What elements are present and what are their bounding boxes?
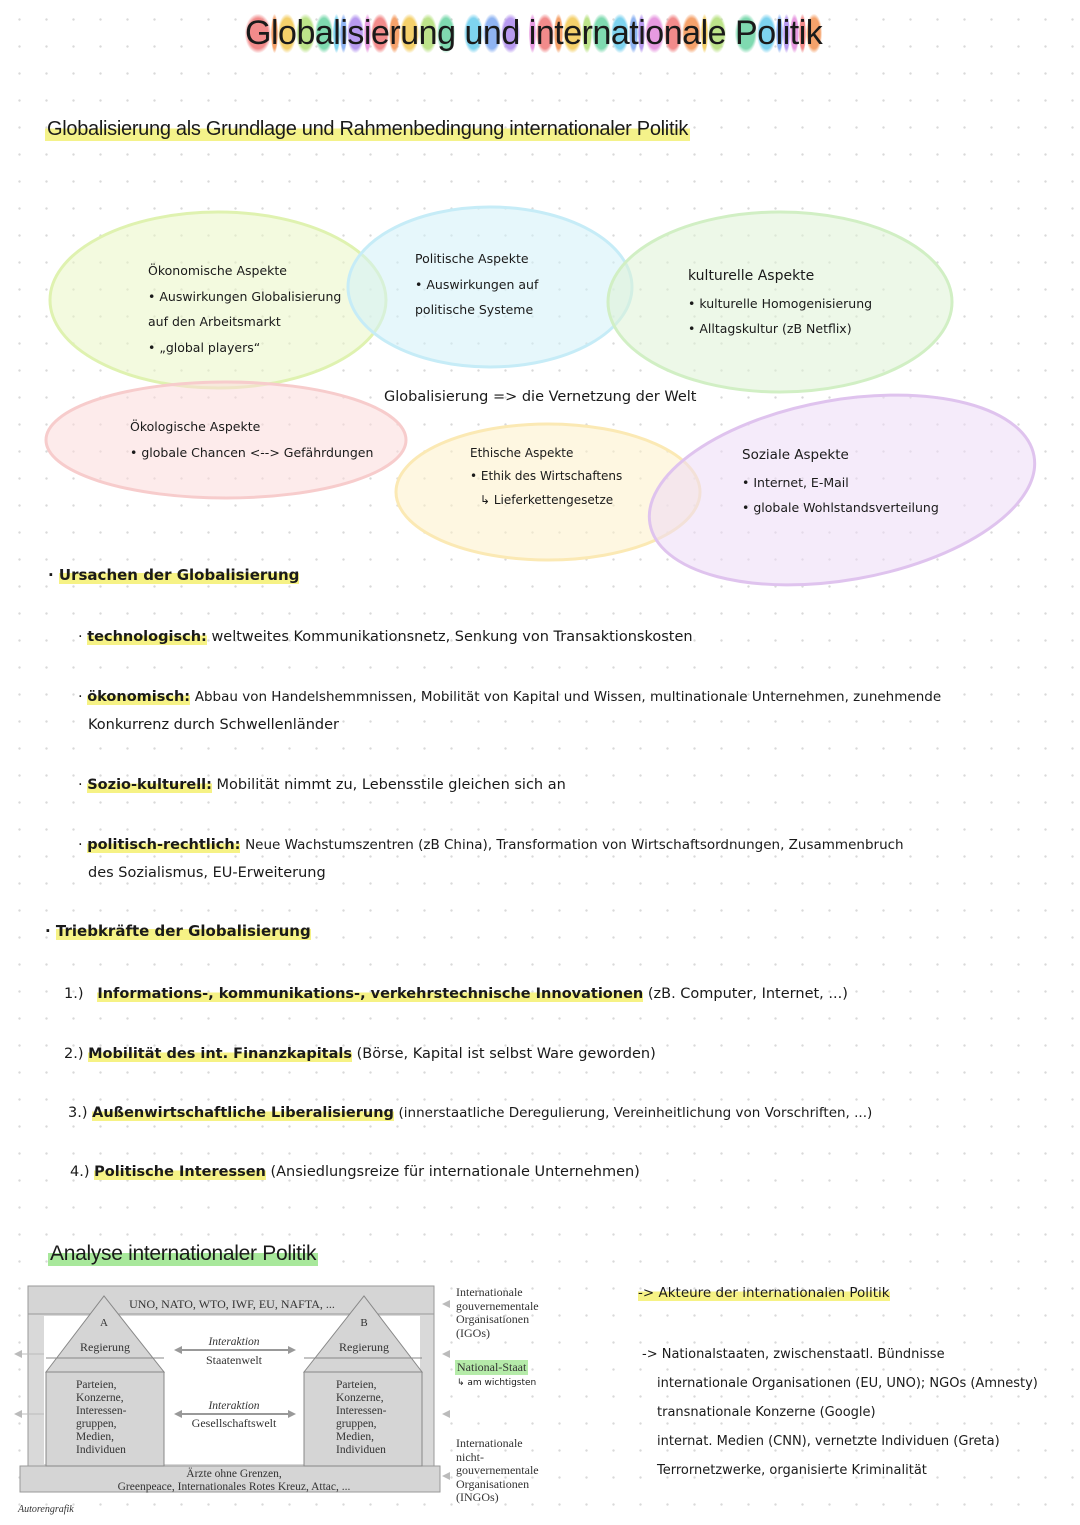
triebkraft-item — [64, 1040, 1074, 1068]
title-letter: l — [775, 14, 783, 52]
aspect-oekologisch — [130, 414, 373, 465]
aspect-oekonomisch — [148, 258, 341, 361]
title-letter: l — [270, 14, 279, 52]
ursache-text: Abbau von Handelshemmnissen, Mobilität von Kapital und Wissen, multinationale Unternehmen, zunehmende — [194, 689, 942, 705]
society-a-line: gruppen, — [76, 1418, 117, 1430]
triebkraft-text: (innerstaatliche Deregulierung, Vereinheitlichung von Vorschriften, ...) — [398, 1105, 873, 1121]
title-letter: o — [757, 14, 776, 52]
title-letter: r — [581, 14, 593, 52]
title-letter: n — [482, 14, 502, 52]
title-letter: o — [645, 14, 664, 52]
title-letter: d — [501, 14, 520, 52]
society-b-line: Parteien, — [336, 1379, 377, 1391]
ursache-text: Mobilität nimmt zu, Lebensstile gleichen sich an — [216, 777, 566, 793]
title-letter: n — [663, 14, 683, 52]
society-a-line: Individuen — [76, 1444, 126, 1456]
ursache-label: politisch-rechtlich: — [87, 837, 241, 853]
title-letter: u — [464, 14, 483, 52]
triebkraefte-heading-text: Triebkräfte der Globalisierung — [55, 922, 311, 940]
triebkraft-label: Politische Interessen — [94, 1164, 266, 1180]
title-letter — [726, 14, 735, 53]
aspect-line: • kulturelle Homogenisierung — [688, 295, 873, 311]
aspect-line: • globale Chancen <--> Gefährdungen — [130, 444, 374, 460]
triebkraefte-heading: · Triebkräfte der Globalisierung — [45, 922, 311, 940]
top-bar-label: UNO, NATO, WTO, IWF, EU, NAFTA, ... — [129, 1297, 335, 1311]
ursachen-heading-text: Ursachen der Globalisierung — [58, 566, 300, 584]
state-a-regierung: Regierung — [80, 1340, 130, 1354]
ursache-item: · ökonomisch: Abbau von Handelshemmnissen, Mobilität von Kapital und Wissen, multinationale Unternehmen, zunehmende Konkurrenz durch Schwellenländer — [78, 689, 942, 733]
title-letter: G — [245, 14, 271, 52]
title-letter: t — [789, 14, 799, 52]
akteur-item: internat. Medien (CNN), vernetzte Individuen (Greta) — [657, 1434, 1000, 1449]
society-a-line: Medien, — [76, 1431, 115, 1443]
akteure-list — [642, 1340, 1072, 1485]
title-letter: i — [528, 14, 536, 52]
title-letter — [455, 14, 464, 53]
staatenwelt-label: Staatenwelt — [206, 1353, 262, 1367]
ingos-line: Organisationen — [456, 1476, 530, 1491]
arrowhead — [442, 1410, 450, 1418]
igos-line: (IGOs) — [456, 1325, 490, 1340]
ursache-item: · Sozio-kulturell: Mobilität nimmt zu, Lebensstile gleichen sich an — [78, 777, 566, 793]
center-label: Globalisierung => die Vernetzung der Welt — [384, 389, 697, 405]
society-a-line: Interessen- — [76, 1405, 127, 1417]
title-letter: e — [563, 14, 582, 52]
aspect-line: • Internet, E-Mail — [742, 474, 849, 490]
state-b-regierung: Regierung — [339, 1340, 389, 1354]
ursache-text: Neue Wachstumszentren (zB China), Transformation von Wirtschaftsordnungen, Zusammenbruch — [245, 837, 904, 853]
title-letter: i — [782, 14, 790, 52]
triebkraft-item — [64, 980, 1074, 1008]
title-letter: n — [592, 14, 611, 52]
title-letter: u — [400, 14, 419, 52]
akteur-item: internationale Organisationen (EU, UNO); NGOs (Amnesty) — [657, 1376, 1038, 1391]
akteur-item: transnationale Konzerne (Google) — [657, 1405, 876, 1420]
gesellschaftswelt-label: Gesellschaftswelt — [191, 1416, 277, 1430]
title-letter — [520, 14, 529, 53]
ursachen-heading: · Ursachen der Globalisierung — [48, 566, 300, 584]
interaktion-label-top: Interaktion — [208, 1336, 260, 1348]
title-letter: P — [735, 14, 758, 52]
triebkraft-label: Informations-, kommunikations-, verkehrstechnische Innovationen — [97, 986, 644, 1002]
arrowhead — [442, 1300, 450, 1308]
title-letter: t — [629, 14, 639, 52]
igos-line: Internationale — [456, 1285, 523, 1299]
national-staat-label: National-Staat — [457, 1360, 527, 1374]
aspect-title: Ökologische Aspekte — [130, 419, 261, 434]
triebkraft-text: (Börse, Kapital ist selbst Ware geworden) — [356, 1046, 656, 1062]
society-a-line: Parteien, — [76, 1379, 117, 1391]
arrowhead — [442, 1350, 450, 1358]
ingos-label — [456, 1437, 539, 1505]
triebkraft-num: 4.) — [70, 1164, 90, 1180]
state-a-letter: A — [100, 1317, 108, 1329]
ursache-label: Sozio-kulturell: — [87, 777, 212, 793]
title-letter: i — [798, 14, 806, 52]
ursache-label: ökonomisch: — [87, 689, 191, 705]
title-letter: g — [437, 14, 456, 52]
title-letter: l — [700, 14, 708, 52]
title-letter: o — [278, 14, 297, 52]
aspect-title: kulturelle Aspekte — [688, 268, 815, 284]
title-letter: b — [296, 14, 315, 52]
aspect-line: auf den Arbeitsmarkt — [148, 314, 281, 330]
aspect-sozial — [742, 442, 939, 521]
triebkraft-label: Mobilität des int. Finanzkapitals — [88, 1046, 352, 1062]
aspect-politisch — [415, 246, 538, 323]
triebkraft-text: (Ansiedlungsreize für internationale Unternehmen) — [270, 1164, 640, 1180]
society-b-line: Konzerne, — [336, 1392, 384, 1404]
ursache-label: technologisch: — [87, 629, 207, 645]
society-a-line: Konzerne, — [76, 1392, 124, 1404]
national-staat-note: ↳ am wichtigsten — [457, 1378, 537, 1388]
triebkraft-num: 1.) — [64, 986, 84, 1002]
interaktion-label-bottom: Interaktion — [208, 1400, 260, 1412]
title-letter: i — [340, 14, 348, 52]
ingos-line: nicht- — [456, 1449, 484, 1464]
aspect-kulturell — [688, 262, 872, 342]
ingos-line: (INGOs) — [456, 1490, 499, 1504]
society-b-line: Medien, — [336, 1431, 375, 1443]
society-b-line: gruppen, — [336, 1418, 377, 1430]
arrowhead — [442, 1472, 450, 1480]
aspect-title: Soziale Aspekte — [742, 447, 849, 463]
aspect-line: ↳ Lieferkettengesetze — [480, 492, 614, 507]
akteure-heading-text: -> Akteure der internationalen Politik — [638, 1285, 890, 1301]
aspect-line: • Auswirkungen Globalisierung — [148, 288, 342, 304]
triebkraft-item — [70, 1158, 1080, 1186]
triebkraft-num: 3.) — [68, 1105, 88, 1121]
aspect-ethisch — [470, 442, 622, 512]
title-letter: e — [370, 14, 390, 52]
title-letter: t — [554, 14, 564, 52]
title-letter: s — [347, 14, 364, 52]
triebkraft-label: Außenwirtschaftliche Liberalisierung — [92, 1105, 394, 1121]
igos-line: Organisationen — [456, 1312, 530, 1326]
triebkraft-item — [68, 1099, 1078, 1127]
akteur-item: Terrornetzwerke, organisierte Kriminalität — [657, 1463, 927, 1478]
igos-label — [456, 1286, 539, 1340]
aspect-line: • Auswirkungen auf — [415, 276, 539, 292]
ingos-line: gouvernementale — [456, 1463, 539, 1477]
ursache-text-cont: Konkurrenz durch Schwellenländer — [88, 717, 339, 733]
title-letter: k — [805, 14, 823, 52]
aspect-line: • globale Wohlstandsverteilung — [742, 500, 939, 516]
ursache-item: · technologisch: weltweites Kommunikationsnetz, Senkung von Transaktionskosten — [78, 629, 693, 645]
aspect-line: politische Systeme — [415, 302, 534, 318]
title-letter: i — [638, 14, 646, 52]
title-letter: a — [314, 14, 334, 52]
society-b-line: Interessen- — [336, 1405, 387, 1417]
aspect-title: Ökonomische Aspekte — [148, 263, 287, 278]
aspect-line: • Ethik des Wirtschaftens — [470, 469, 623, 484]
aspect-line: • „global players“ — [148, 339, 261, 355]
title-letter: a — [682, 14, 701, 52]
ursache-item: · politisch-rechtlich: Neue Wachstumszentren (zB China), Transformation von Wirtschaftsordnungen, Zusammenbruch des Sozialismus, EU-Erweiterung — [78, 837, 904, 881]
bottom-bar-label-2: Greenpeace, Internationales Rotes Kreuz, Attac, ... — [117, 1481, 351, 1493]
title-letter: r — [389, 14, 401, 52]
title-letter: l — [333, 14, 341, 52]
title-letter: n — [535, 14, 555, 52]
akteure-heading — [638, 1281, 890, 1307]
aspect-title: Ethische Aspekte — [470, 446, 574, 460]
aspect-title: Politische Aspekte — [415, 251, 529, 266]
state-b-letter: B — [360, 1317, 368, 1329]
title-letter: i — [363, 14, 371, 52]
triebkraft-text: (zB. Computer, Internet, ...) — [647, 986, 848, 1002]
ursache-text: weltweites Kommunikationsnetz, Senkung von Transaktionskosten — [211, 629, 693, 645]
ingos-line: Internationale — [456, 1436, 523, 1450]
title-letter: a — [610, 14, 630, 52]
aspect-line: • Alltagskultur (zB Netflix) — [688, 321, 852, 337]
source-label: Autorengrafik — [18, 1504, 74, 1515]
title-letter: e — [707, 14, 727, 52]
akteur-item: -> Nationalstaaten, zwischenstaatl. Bündnisse — [642, 1347, 945, 1362]
page-title — [245, 14, 822, 53]
title-letter: n — [418, 14, 438, 52]
section-heading-globalisierung: Globalisierung als Grundlage und Rahmenbedingung internationaler Politik — [47, 118, 689, 140]
igos-line: gouvernementale — [456, 1298, 539, 1313]
bottom-bar-label-1: Ärzte ohne Grenzen, — [186, 1468, 282, 1480]
triebkraft-num: 2.) — [64, 1046, 84, 1062]
society-b-line: Individuen — [336, 1444, 386, 1456]
section-heading-analyse: Analyse internationaler Politik — [50, 1242, 317, 1265]
ursache-text-cont: des Sozialismus, EU-Erweiterung — [88, 865, 326, 881]
